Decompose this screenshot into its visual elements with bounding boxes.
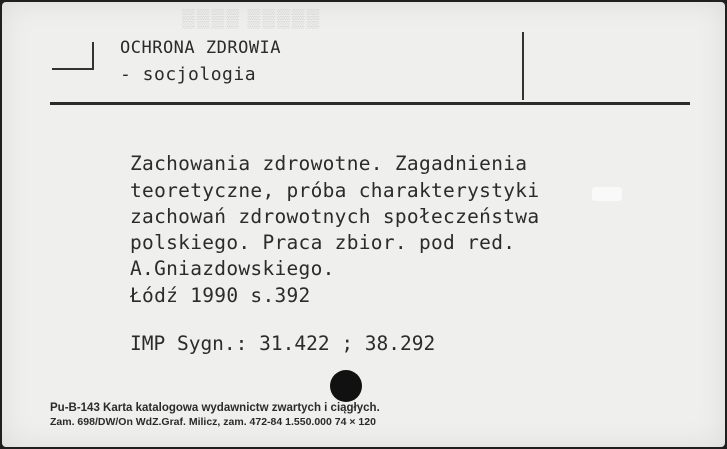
entry-line: Zachowania zdrowotne. Zagadnienia bbox=[130, 152, 528, 175]
punch-hole bbox=[330, 370, 362, 402]
entry-line: zachowań zdrowotnych społeczeństwa bbox=[130, 205, 540, 228]
subject-subdivision: - socjologia bbox=[120, 64, 257, 85]
header-rule bbox=[50, 102, 690, 105]
header-divider bbox=[522, 32, 524, 100]
entry-line: teoretyczne, próba charakterystyki bbox=[130, 179, 540, 202]
guide-tab-mark bbox=[52, 42, 94, 70]
call-numbers: IMP Sygn.: 31.422 ; 38.292 bbox=[130, 332, 436, 355]
subject-heading: OCHRONA ZDROWIA bbox=[120, 38, 282, 58]
entry-line: Łódź 1990 s.392 bbox=[130, 284, 311, 307]
catalog-card bbox=[2, 2, 725, 447]
faint-stamp-mark: ▒▒▒▒ ▒▒▒▒▒ bbox=[182, 8, 322, 28]
paper-smudge bbox=[592, 187, 622, 201]
printer-imprint-line2: Zam. 698/DW/On WdZ.Graf. Milicz, zam. 472-84 1.550.000 74 × 120 bbox=[50, 416, 376, 428]
printer-imprint-line1: Pu-B-143 Karta katalogowa wydawnictw zwartych i ciągłych. bbox=[50, 402, 380, 414]
entry-line: A.Gniazdowskiego. bbox=[130, 257, 335, 280]
entry-line: polskiego. Praca zbior. pod red. bbox=[130, 231, 516, 254]
